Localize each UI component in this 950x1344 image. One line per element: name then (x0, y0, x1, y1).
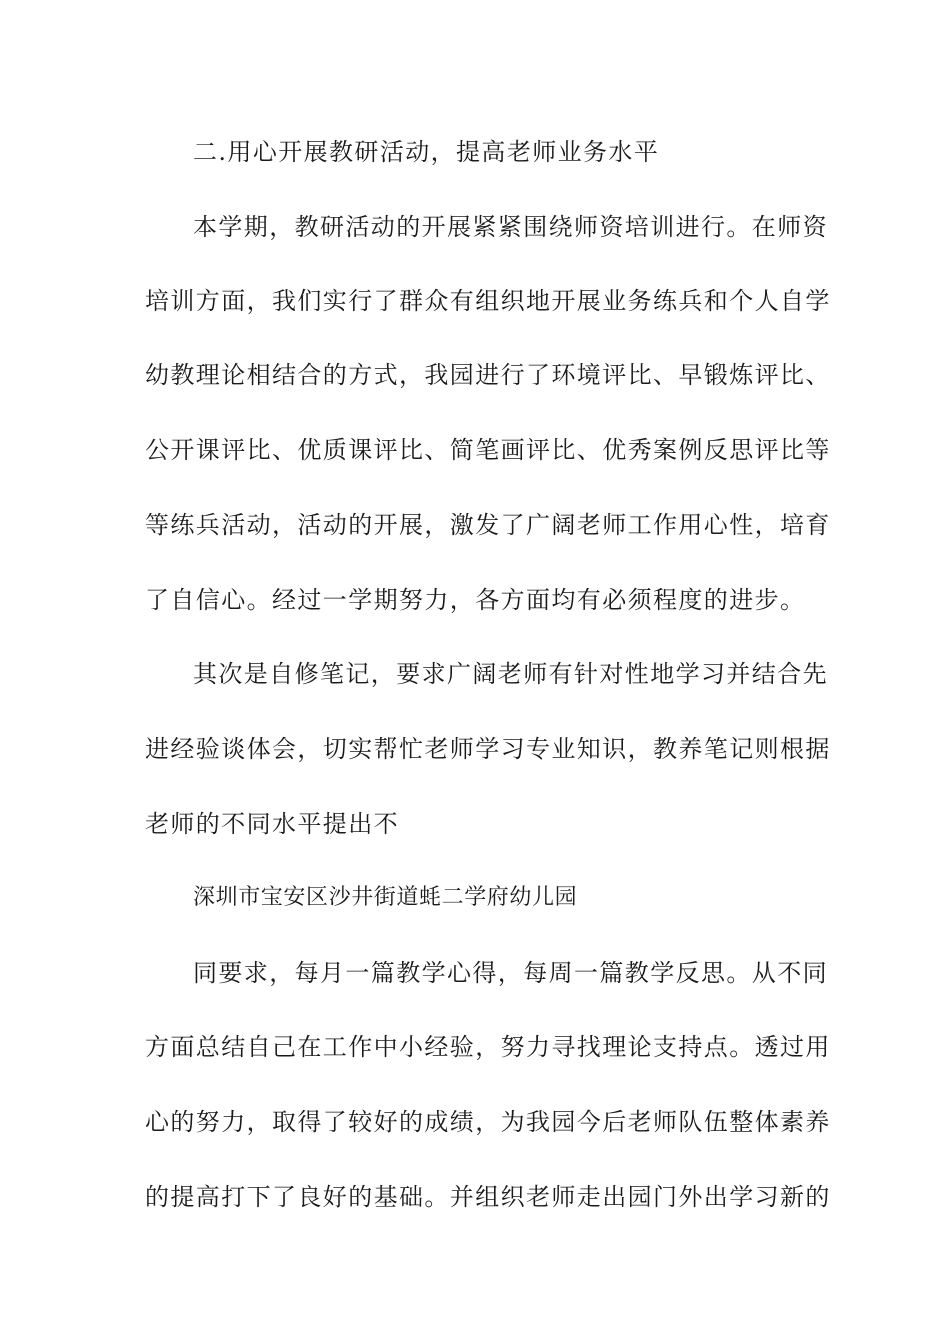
paragraph-line: 等练兵活动，活动的开展，激发了广阔老师工作用心性，培育 (145, 511, 831, 539)
paragraph-line: 的提高打下了良好的基础。并组织老师走出园门外出学习新的 (145, 1183, 831, 1211)
paragraph-line: 同要求，每月一篇教学心得，每周一篇教学反思。从不同 (193, 959, 828, 987)
paragraph-line: 方面总结自己在工作中小经验，努力寻找理论支持点。透过用 (145, 1033, 831, 1061)
paragraph-line: 老师的不同水平提出不 (145, 810, 399, 838)
paragraph-line: 培训方面，我们实行了群众有组织地开展业务练兵和个人自学 (145, 287, 831, 315)
paragraph-line: 了自信心。经过一学期努力，各方面均有必须程度的进步。 (145, 586, 806, 614)
paragraph-line: 进经验谈体会，切实帮忙老师学习专业知识，教养笔记则根据 (145, 735, 831, 763)
section-heading: 二.用心开展教研活动，提高老师业务水平 (193, 138, 660, 166)
paragraph-line: 心的努力，取得了较好的成绩，为我园今后老师队伍整体素养 (145, 1108, 831, 1136)
paragraph-line: 幼教理论相结合的方式，我园进行了环境评比、早锻炼评比、 (145, 361, 831, 389)
paragraph-line: 其次是自修笔记，要求广阔老师有针对性地学习并结合先 (193, 660, 828, 688)
paragraph-line: 本学期，教研活动的开展紧紧围绕师资培训进行。在师资 (193, 213, 828, 241)
page-footer-school-name: 深圳市宝安区沙井街道蚝二学府幼儿园 (193, 885, 578, 910)
paragraph-line: 公开课评比、优质课评比、简笔画评比、优秀案例反思评比等 (145, 436, 831, 464)
